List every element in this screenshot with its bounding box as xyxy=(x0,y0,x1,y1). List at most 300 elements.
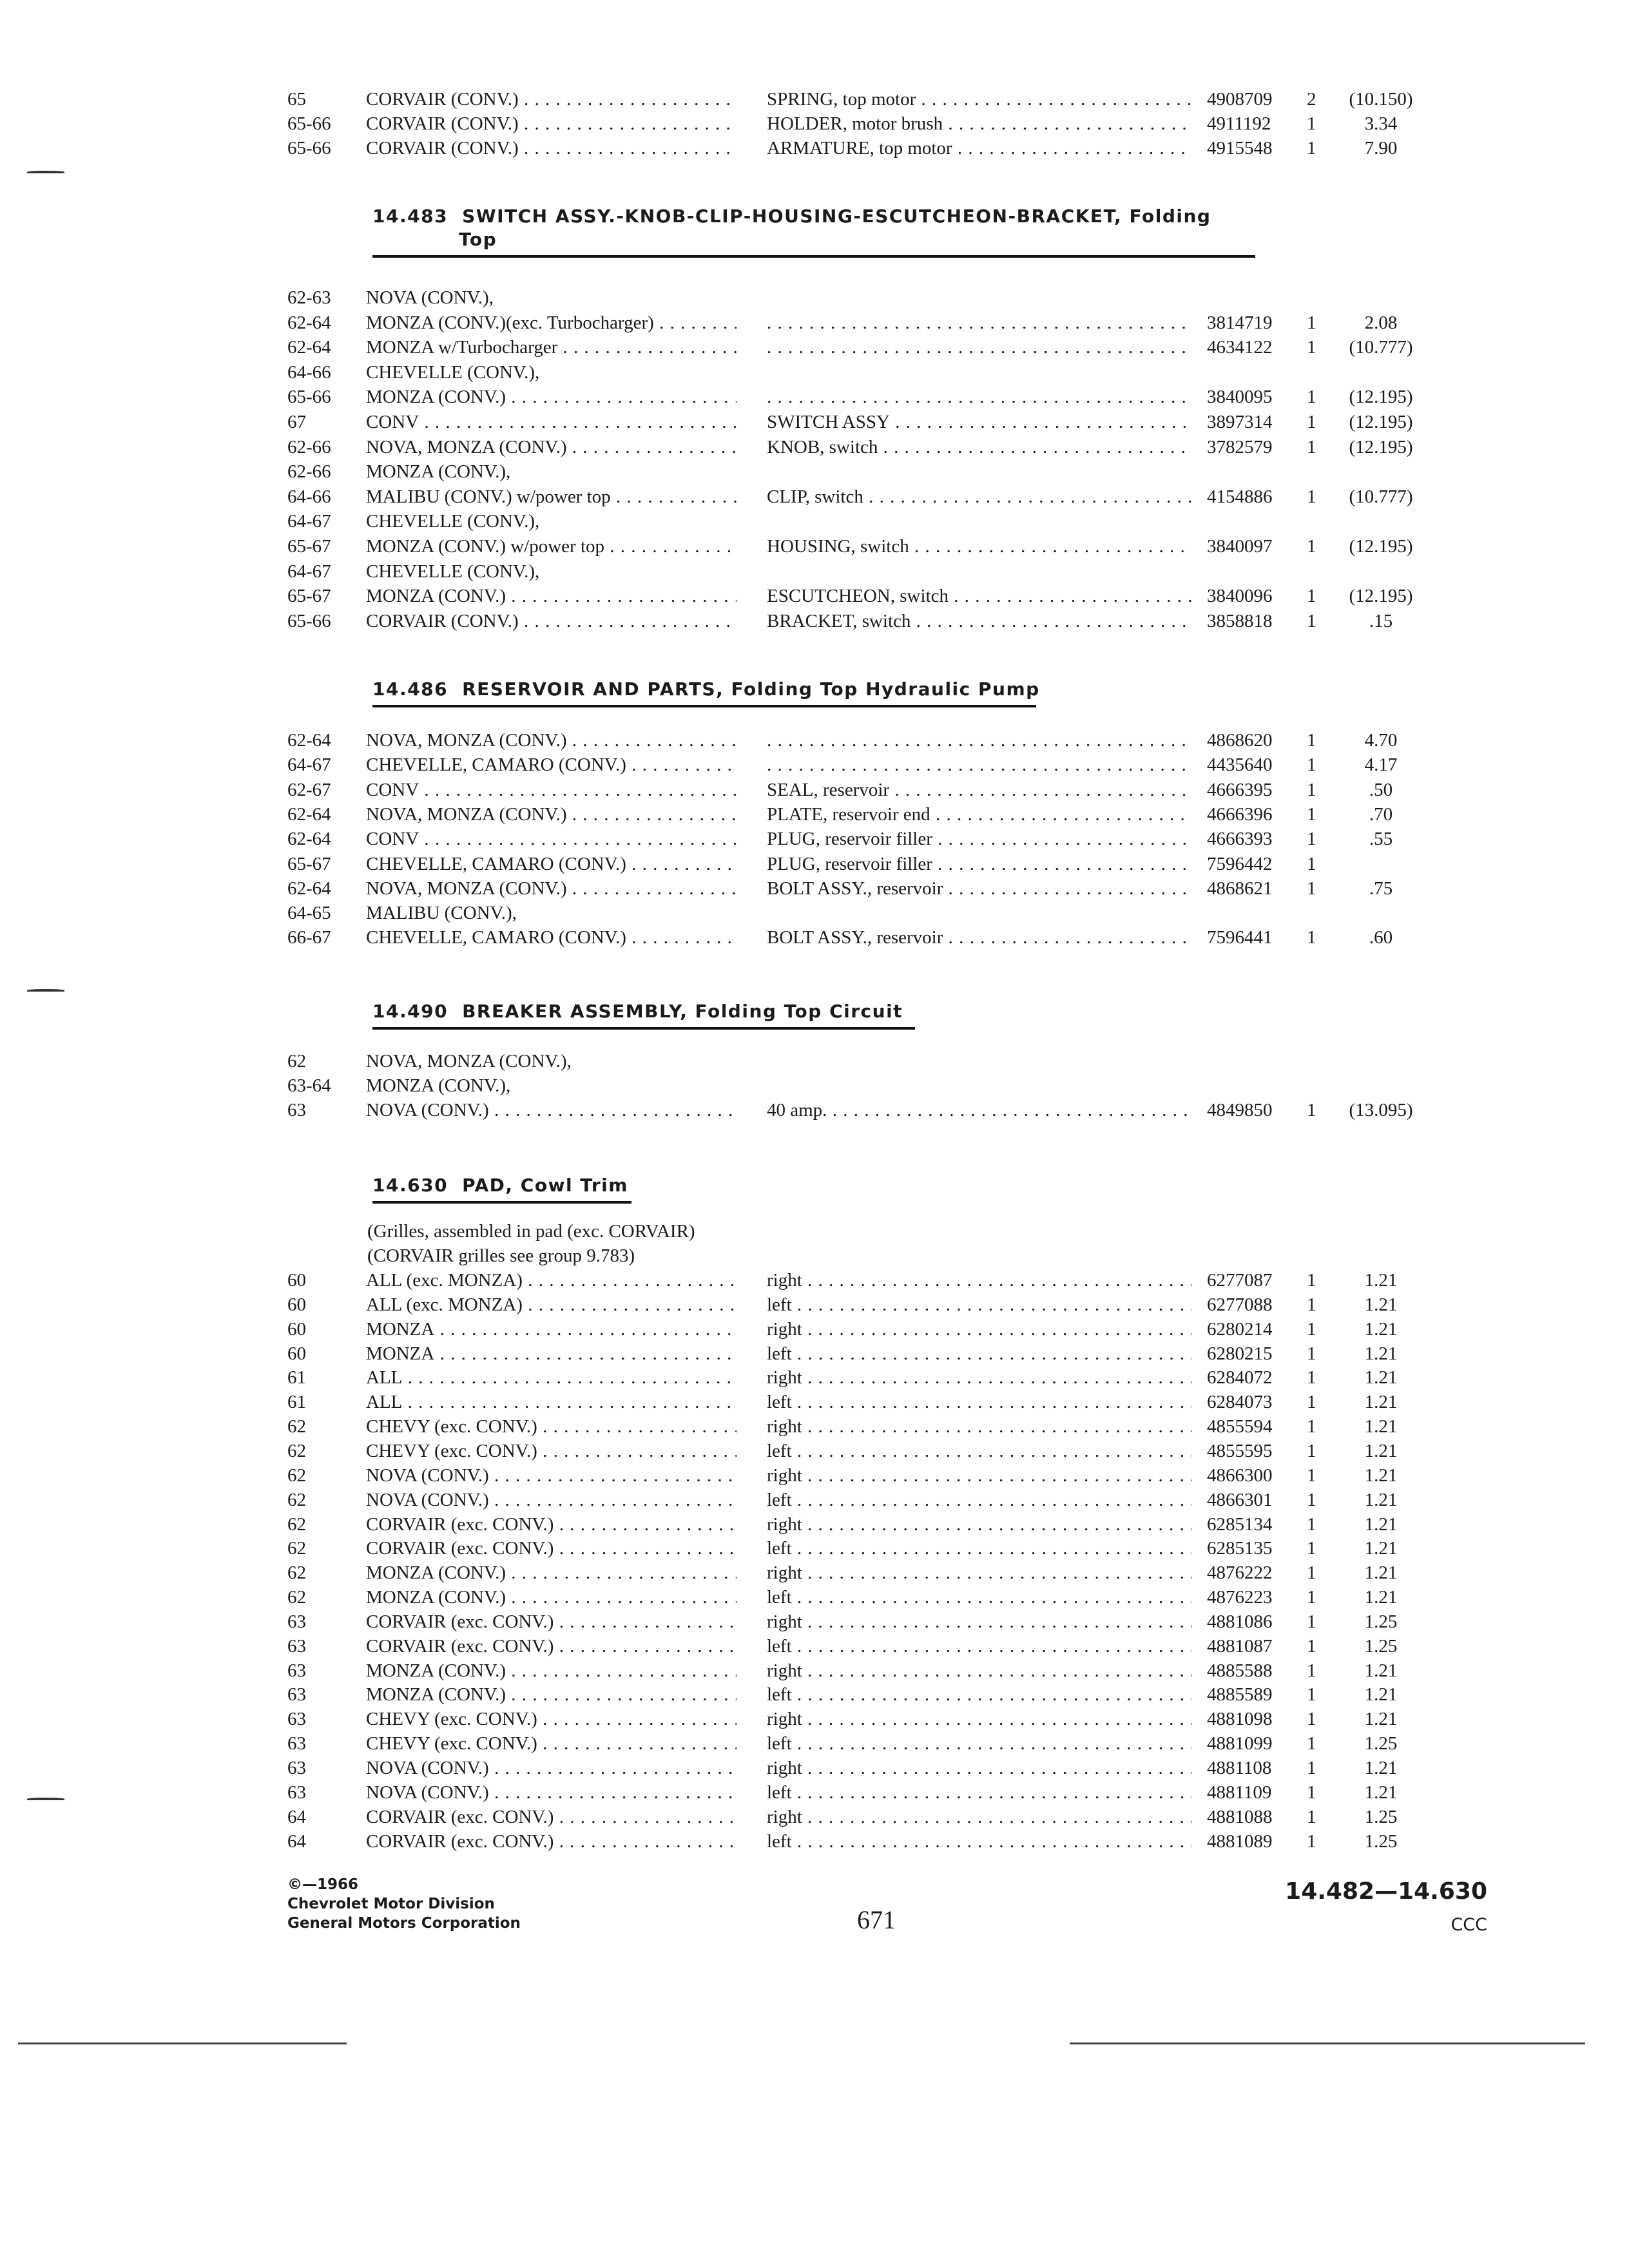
model-name: CORVAIR (exc. CONV.) . . . xyxy=(366,1536,737,1561)
model-year: 62 xyxy=(287,1562,306,1584)
model-name: CORVAIR (CONV.) . . . xyxy=(366,609,737,633)
part-row xyxy=(0,1098,1629,1122)
price: (13.095) xyxy=(1349,1100,1413,1120)
model-year: 63 xyxy=(287,1635,306,1657)
part-description: left . . . xyxy=(767,1585,1192,1610)
model-year: 65-66 xyxy=(287,113,331,134)
model-name: NOVA, MONZA (CONV.) . . . xyxy=(366,728,737,753)
model-year: 65-66 xyxy=(287,138,331,159)
part-number: 7596441 xyxy=(1207,927,1273,948)
part-number: 4666393 xyxy=(1207,829,1273,850)
model-year: 62-64 xyxy=(287,337,331,358)
model-name: MONZA w/Turbocharger . . . xyxy=(366,335,737,360)
part-description: right . . . xyxy=(767,1268,1192,1293)
model-year: 62-64 xyxy=(287,829,331,850)
model-name: MONZA . . . xyxy=(366,1341,737,1366)
price: 1.21 xyxy=(1364,1392,1398,1413)
part-row xyxy=(0,1756,1629,1780)
model-year: 66-67 xyxy=(287,927,331,948)
part-number: 4868621 xyxy=(1207,878,1273,899)
price: 1.21 xyxy=(1364,1587,1398,1608)
part-number: 4881087 xyxy=(1207,1635,1273,1657)
quantity: 1 xyxy=(1307,1100,1316,1120)
model-year: 62 xyxy=(287,1538,306,1559)
part-row xyxy=(0,1488,1629,1512)
section-heading: 14.486 RESERVOIR AND PARTS, Folding Top Hydraulic Pump xyxy=(372,678,1040,700)
part-number: 3840095 xyxy=(1207,387,1273,408)
price: 1.21 xyxy=(1364,1489,1398,1510)
model-year: 63-64 xyxy=(287,1075,331,1096)
part-number: 4881086 xyxy=(1207,1611,1273,1632)
part-row xyxy=(0,827,1629,851)
model-year: 62-66 xyxy=(287,436,331,457)
part-description: right . . . xyxy=(767,1463,1192,1488)
part-number: 4855595 xyxy=(1207,1440,1273,1461)
price: 3.34 xyxy=(1364,113,1398,134)
part-row xyxy=(0,485,1629,509)
quantity: 1 xyxy=(1307,1733,1316,1754)
price: .15 xyxy=(1369,610,1393,631)
model-name: NOVA (CONV.) . . . xyxy=(366,1463,737,1488)
part-number: 4885588 xyxy=(1207,1660,1273,1681)
quantity: 1 xyxy=(1307,536,1316,557)
model-year: 65 xyxy=(287,89,306,110)
price: 1.21 xyxy=(1364,1465,1398,1486)
price: 4.17 xyxy=(1364,754,1398,776)
part-number: 4915548 xyxy=(1207,138,1273,159)
part-number: 4666396 xyxy=(1207,803,1273,825)
model-year: 62 xyxy=(287,1514,306,1535)
price: (10.150) xyxy=(1349,89,1413,110)
part-description: right . . . xyxy=(767,1610,1192,1634)
quantity: 1 xyxy=(1307,1782,1316,1803)
model-name: NOVA, MONZA (CONV.), xyxy=(366,1051,572,1072)
model-year: 65-66 xyxy=(287,610,331,631)
part-row xyxy=(0,87,1629,111)
price: 1.21 xyxy=(1364,1660,1398,1681)
price: 1.21 xyxy=(1364,1416,1398,1437)
part-row xyxy=(0,1317,1629,1341)
model-year: 62-64 xyxy=(287,803,331,825)
section-range: 14.482—14.630 CCC xyxy=(1285,1878,1487,1935)
part-description: right . . . xyxy=(767,1317,1192,1341)
model-year: 64-67 xyxy=(287,561,331,582)
part-row xyxy=(0,1731,1629,1756)
model-year: 62 xyxy=(287,1416,306,1437)
part-row xyxy=(0,1463,1629,1488)
price: .60 xyxy=(1369,927,1393,948)
model-year: 63 xyxy=(287,1684,306,1706)
model-year: 64-66 xyxy=(287,486,331,507)
quantity: 1 xyxy=(1307,1831,1316,1852)
quantity: 1 xyxy=(1307,829,1316,850)
part-row xyxy=(0,1439,1629,1463)
part-number: 3814719 xyxy=(1207,312,1273,333)
model-name: NOVA (CONV.) . . . xyxy=(366,1756,737,1780)
model-year: 60 xyxy=(287,1318,306,1340)
price: 1.25 xyxy=(1364,1831,1398,1852)
section-heading-continued: Top xyxy=(459,229,497,250)
part-description: left . . . xyxy=(767,1341,1192,1366)
quantity: 1 xyxy=(1307,878,1316,899)
part-description: left . . . xyxy=(767,1829,1192,1854)
price: (12.195) xyxy=(1349,586,1413,607)
part-row xyxy=(0,802,1629,827)
part-row xyxy=(0,1829,1629,1854)
quantity: 1 xyxy=(1307,1758,1316,1778)
model-name: NOVA, MONZA (CONV.) . . . xyxy=(366,435,737,459)
part-row xyxy=(0,778,1629,802)
model-name: MONZA (CONV.) . . . xyxy=(366,385,737,409)
model-name: CORVAIR (CONV.) . . . xyxy=(366,87,737,111)
model-year: 64 xyxy=(287,1831,306,1852)
model-name: CHEVY (exc. CONV.) . . . xyxy=(366,1414,737,1439)
part-description: left . . . xyxy=(767,1439,1192,1463)
quantity: 1 xyxy=(1307,1392,1316,1413)
part-row xyxy=(0,1805,1629,1829)
model-name: ALL (exc. MONZA) . . . xyxy=(366,1293,737,1317)
part-description: HOUSING, switch . . . xyxy=(767,534,1192,559)
model-year: 63 xyxy=(287,1660,306,1681)
part-number: 6277087 xyxy=(1207,1270,1273,1291)
price: 7.90 xyxy=(1364,138,1398,159)
quantity: 1 xyxy=(1307,113,1316,134)
model-name: MONZA (CONV.), xyxy=(366,1075,511,1096)
part-description: left . . . xyxy=(767,1731,1192,1756)
part-number: 4911192 xyxy=(1207,113,1271,134)
model-name: MONZA (CONV.) . . . xyxy=(366,1682,737,1707)
quantity: 1 xyxy=(1307,1465,1316,1486)
model-year: 63 xyxy=(287,1709,306,1730)
quantity: 1 xyxy=(1307,927,1316,948)
model-year: 64-65 xyxy=(287,903,331,924)
model-name: CHEVELLE, CAMARO (CONV.) . . . xyxy=(366,753,737,777)
part-description: 40 amp. . . . xyxy=(767,1098,1192,1122)
section-note: (CORVAIR grilles see group 9.783) xyxy=(367,1245,635,1266)
part-number: 4876222 xyxy=(1207,1562,1273,1584)
part-row xyxy=(0,1268,1629,1293)
part-description: SEAL, reservoir . . . xyxy=(767,778,1192,802)
part-number: 3897314 xyxy=(1207,412,1273,432)
model-name: CORVAIR (CONV.) . . . xyxy=(366,111,737,136)
part-number: 4855594 xyxy=(1207,1416,1273,1437)
part-number: 4881108 xyxy=(1207,1758,1272,1778)
quantity: 1 xyxy=(1307,1514,1316,1535)
part-number: 3782579 xyxy=(1207,436,1273,457)
model-year: 62-64 xyxy=(287,730,331,751)
part-description: left . . . xyxy=(767,1536,1192,1561)
part-row xyxy=(0,1585,1629,1610)
price: .75 xyxy=(1369,878,1393,899)
part-description: left . . . xyxy=(767,1488,1192,1512)
price: (12.195) xyxy=(1349,387,1413,408)
part-row xyxy=(0,311,1629,335)
part-number: 4885589 xyxy=(1207,1684,1273,1706)
part-description: PLUG, reservoir filler . . . xyxy=(767,827,1192,851)
model-year: 62 xyxy=(287,1587,306,1608)
part-number: 4435640 xyxy=(1207,754,1273,776)
part-row xyxy=(0,1293,1629,1317)
part-row xyxy=(0,852,1629,876)
quantity: 1 xyxy=(1307,1416,1316,1437)
part-row xyxy=(0,1682,1629,1707)
part-number: 6277088 xyxy=(1207,1294,1273,1315)
model-name: CORVAIR (exc. CONV.) . . . xyxy=(366,1512,737,1537)
quantity: 1 xyxy=(1307,486,1316,507)
quantity: 1 xyxy=(1307,387,1316,408)
section-heading: 14.490 BREAKER ASSEMBLY, Folding Top Circuit xyxy=(372,1001,903,1022)
model-year: 65-67 xyxy=(287,586,331,607)
price: 1.21 xyxy=(1364,1514,1398,1535)
section-rule xyxy=(372,1201,631,1204)
margin-mark xyxy=(27,171,64,173)
model-year: 60 xyxy=(287,1294,306,1315)
model-year: 63 xyxy=(287,1782,306,1803)
part-description: BRACKET, switch . . . xyxy=(767,609,1192,633)
part-number: 4154886 xyxy=(1207,486,1273,507)
part-number: 6284072 xyxy=(1207,1367,1273,1389)
quantity: 1 xyxy=(1307,1587,1316,1608)
model-name: ALL (exc. MONZA) . . . xyxy=(366,1268,737,1293)
part-description: KNOB, switch . . . xyxy=(767,435,1192,459)
part-row xyxy=(0,1780,1629,1805)
part-description xyxy=(767,753,1192,777)
quantity: 1 xyxy=(1307,1440,1316,1461)
part-description: HOLDER, motor brush . . . xyxy=(767,111,1192,136)
part-description: left . . . xyxy=(767,1682,1192,1707)
model-name: CONV . . . xyxy=(366,778,737,802)
model-name: CHEVY (exc. CONV.) . . . xyxy=(366,1439,737,1463)
part-description: right . . . xyxy=(767,1756,1192,1780)
part-number: 4908709 xyxy=(1207,89,1273,110)
price: (12.195) xyxy=(1349,536,1413,557)
part-number: 6285135 xyxy=(1207,1538,1273,1559)
quantity: 2 xyxy=(1307,89,1316,110)
part-description: right . . . xyxy=(767,1561,1192,1585)
part-description: left . . . xyxy=(767,1390,1192,1414)
part-number: 4634122 xyxy=(1207,337,1273,358)
price: 1.21 xyxy=(1364,1318,1398,1340)
part-description: PLUG, reservoir filler . . . xyxy=(767,852,1192,876)
part-row xyxy=(0,584,1629,608)
part-description: left . . . xyxy=(767,1634,1192,1658)
price: 2.08 xyxy=(1364,312,1398,333)
price: (10.777) xyxy=(1349,486,1413,507)
model-name: MALIBU (CONV.), xyxy=(366,903,517,924)
part-row xyxy=(0,534,1629,559)
margin-mark xyxy=(27,989,64,992)
price: (10.777) xyxy=(1349,337,1413,358)
part-number: 4866301 xyxy=(1207,1489,1273,1510)
price: 1.25 xyxy=(1364,1733,1398,1754)
model-name: CONV . . . xyxy=(366,827,737,851)
part-row xyxy=(0,753,1629,777)
model-year: 62-66 xyxy=(287,461,331,483)
part-description xyxy=(767,728,1192,753)
model-name: MONZA (CONV.), xyxy=(366,461,511,483)
part-row xyxy=(0,335,1629,360)
model-name: NOVA (CONV.), xyxy=(366,287,494,308)
price: 1.21 xyxy=(1364,1367,1398,1389)
quantity: 1 xyxy=(1307,1635,1316,1657)
price: 1.21 xyxy=(1364,1538,1398,1559)
quantity: 1 xyxy=(1307,1611,1316,1632)
model-year: 65-67 xyxy=(287,536,331,557)
part-number: 4866300 xyxy=(1207,1465,1273,1486)
part-number: 6284073 xyxy=(1207,1392,1273,1413)
price: 1.21 xyxy=(1364,1270,1398,1291)
price: 1.21 xyxy=(1364,1758,1398,1778)
part-description: ESCUTCHEON, switch . . . xyxy=(767,584,1192,608)
part-row xyxy=(0,1610,1629,1634)
part-row xyxy=(0,876,1629,901)
price: 1.21 xyxy=(1364,1782,1398,1803)
part-number: 3840096 xyxy=(1207,586,1273,607)
part-description: right . . . xyxy=(767,1658,1192,1683)
part-row xyxy=(0,609,1629,633)
model-year: 61 xyxy=(287,1392,306,1413)
part-row xyxy=(0,136,1629,160)
part-description: ARMATURE, top motor . . . xyxy=(767,136,1192,160)
price: 1.21 xyxy=(1364,1343,1398,1364)
quantity: 1 xyxy=(1307,1709,1316,1730)
part-row xyxy=(0,385,1629,409)
part-number: 4881088 xyxy=(1207,1806,1273,1827)
part-row xyxy=(0,111,1629,136)
model-name: CHEVELLE, CAMARO (CONV.) . . . xyxy=(366,852,737,876)
model-year: 64-66 xyxy=(287,361,331,383)
quantity: 1 xyxy=(1307,1660,1316,1681)
model-name: CORVAIR (exc. CONV.) . . . xyxy=(366,1634,737,1658)
part-row xyxy=(0,1561,1629,1585)
model-name: ALL . . . xyxy=(366,1365,737,1390)
part-row xyxy=(0,1707,1629,1731)
part-row xyxy=(0,509,1629,533)
price: 1.21 xyxy=(1364,1440,1398,1461)
price: 1.21 xyxy=(1364,1684,1398,1706)
part-row xyxy=(0,1658,1629,1683)
model-name: MONZA (CONV.) . . . xyxy=(366,1561,737,1585)
quantity: 1 xyxy=(1307,1343,1316,1364)
model-name: CHEVELLE, CAMARO (CONV.) . . . xyxy=(366,925,737,950)
model-name: CHEVY (exc. CONV.) . . . xyxy=(366,1731,737,1756)
part-description: right . . . xyxy=(767,1512,1192,1537)
model-name: MONZA (CONV.) . . . xyxy=(366,584,737,608)
section-rule xyxy=(372,705,1036,707)
part-row xyxy=(0,901,1629,925)
model-name: CHEVELLE (CONV.), xyxy=(366,561,540,582)
price: 1.25 xyxy=(1364,1611,1398,1632)
part-row xyxy=(0,1512,1629,1537)
price: .50 xyxy=(1369,779,1393,800)
price: .70 xyxy=(1369,803,1393,825)
model-name: NOVA (CONV.) . . . xyxy=(366,1488,737,1512)
part-number: 6280215 xyxy=(1207,1343,1273,1364)
part-number: 3840097 xyxy=(1207,536,1273,557)
price: 1.21 xyxy=(1364,1562,1398,1584)
model-name: ALL . . . xyxy=(366,1390,737,1414)
part-number: 4868620 xyxy=(1207,730,1273,751)
part-row xyxy=(0,1634,1629,1658)
quantity: 1 xyxy=(1307,1806,1316,1827)
part-number: 6280214 xyxy=(1207,1318,1273,1340)
quantity: 1 xyxy=(1307,730,1316,751)
model-year: 60 xyxy=(287,1270,306,1291)
quantity: 1 xyxy=(1307,779,1316,800)
price: .55 xyxy=(1369,829,1393,850)
part-description xyxy=(767,335,1192,360)
quantity: 1 xyxy=(1307,1562,1316,1584)
part-description: left . . . xyxy=(767,1293,1192,1317)
part-row xyxy=(0,285,1629,310)
model-name: CONV . . . xyxy=(366,410,737,434)
bottom-rule xyxy=(18,2042,347,2044)
part-row xyxy=(0,1341,1629,1366)
part-number: 3858818 xyxy=(1207,610,1273,631)
quantity: 1 xyxy=(1307,436,1316,457)
price: 1.21 xyxy=(1364,1709,1398,1730)
part-row xyxy=(0,1365,1629,1390)
model-year: 63 xyxy=(287,1733,306,1754)
section-rule xyxy=(372,1027,915,1030)
section-rule xyxy=(372,255,1255,258)
model-year: 60 xyxy=(287,1343,306,1364)
model-name: CORVAIR (CONV.) . . . xyxy=(366,136,737,160)
model-year: 64-67 xyxy=(287,511,331,532)
model-year: 64 xyxy=(287,1806,306,1827)
price: 1.25 xyxy=(1364,1635,1398,1657)
quantity: 1 xyxy=(1307,1294,1316,1315)
price: 1.21 xyxy=(1364,1294,1398,1315)
section-heading: 14.630 PAD, Cowl Trim xyxy=(372,1175,628,1196)
part-description: PLATE, reservoir end . . . xyxy=(767,802,1192,827)
page-number: 671 xyxy=(857,1905,896,1934)
part-description: CLIP, switch . . . xyxy=(767,485,1192,509)
model-year: 63 xyxy=(287,1611,306,1632)
part-description: BOLT ASSY., reservoir . . . xyxy=(767,876,1192,901)
bottom-rule xyxy=(1070,2042,1585,2044)
part-description xyxy=(767,311,1192,335)
part-row xyxy=(0,925,1629,950)
model-year: 65-66 xyxy=(287,387,331,408)
part-description: right . . . xyxy=(767,1414,1192,1439)
quantity: 1 xyxy=(1307,803,1316,825)
price: (12.195) xyxy=(1349,436,1413,457)
section-heading: 14.483 SWITCH ASSY.-KNOB-CLIP-HOUSING-ESCUTCHEON-BRACKET, Folding xyxy=(372,206,1211,227)
copyright-block: ©—1966 Chevrolet Motor Division General Motors Corporation xyxy=(287,1876,521,1932)
part-number: 4666395 xyxy=(1207,779,1273,800)
part-description: right . . . xyxy=(767,1365,1192,1390)
part-number: 4881089 xyxy=(1207,1831,1273,1852)
model-year: 62-67 xyxy=(287,779,331,800)
part-description: right . . . xyxy=(767,1707,1192,1731)
quantity: 1 xyxy=(1307,610,1316,631)
quantity: 1 xyxy=(1307,1684,1316,1706)
part-row xyxy=(0,360,1629,385)
part-description xyxy=(767,385,1192,409)
model-name: MONZA (CONV.) w/power top . . . xyxy=(366,534,737,559)
part-number: 4881099 xyxy=(1207,1733,1273,1754)
part-row xyxy=(0,1414,1629,1439)
model-name: NOVA, MONZA (CONV.) . . . xyxy=(366,802,737,827)
model-year: 63 xyxy=(287,1758,306,1778)
part-number: 4881109 xyxy=(1207,1782,1272,1803)
part-description: BOLT ASSY., reservoir . . . xyxy=(767,925,1192,950)
part-row xyxy=(0,559,1629,584)
part-description: left . . . xyxy=(767,1780,1192,1805)
part-number: 4881098 xyxy=(1207,1709,1273,1730)
price: (12.195) xyxy=(1349,412,1413,432)
